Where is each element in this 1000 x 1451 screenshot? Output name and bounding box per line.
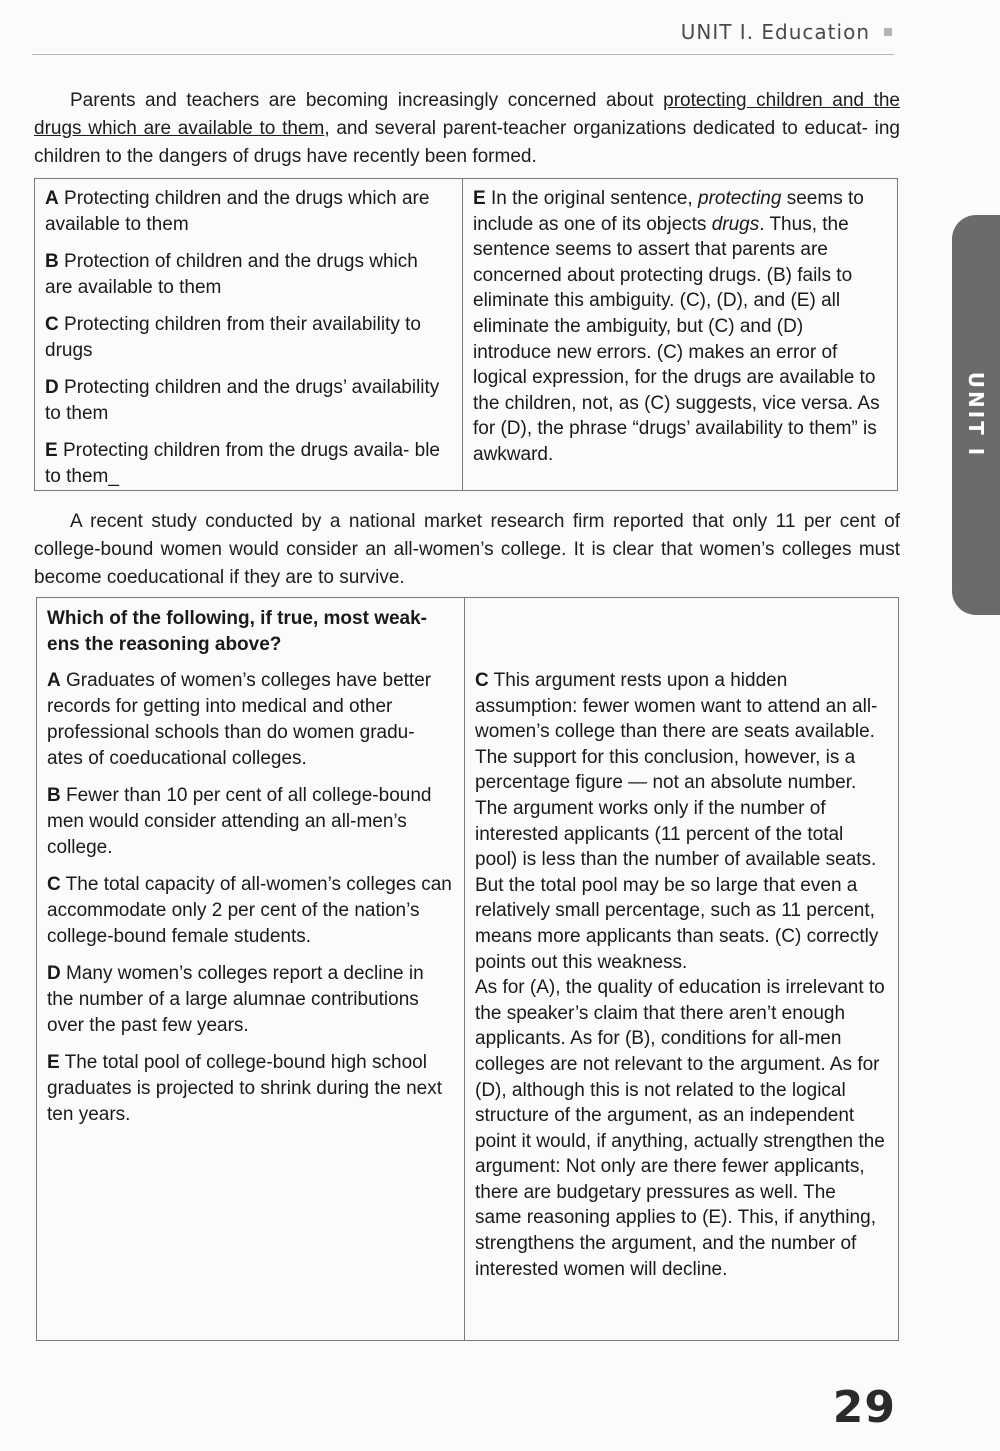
answer-letter: C (475, 670, 489, 691)
underlined-phrase: protecting children and the drugs which are available to them (34, 90, 900, 139)
page-number: 29 (832, 1382, 896, 1433)
option-c: C Protecting children from their availability to drugs (45, 314, 421, 361)
question-2-options (37, 598, 465, 1340)
question-2-box (36, 597, 899, 1341)
option-e: E The total pool of college-bound high school graduates is projected to shrink during the next ten years. (47, 1052, 443, 1125)
header-square-icon (884, 28, 892, 36)
question-2-explanation: C This argument rests upon a hidden assumption: fewer women want to attend an all-women’s college than there are seats available. The support for this conclusion, however, is a percentage figure — not an absolute number. The argument works only if the number of interested applicants (11 percent of the total pool) is less than the number of available seats. But the total pool may be so large that even a relatively small percentage, such as 11 percent, means more applicants than seats. (C) correctly points out this weakness. As for (A), the quality of education is irrelevant to the speaker’s claim that there aren’t enough applicants. As for (B), conditions for all-men colleges are not relevant to the argument. As for (D), although this is not related to the logical structure of the argument, as an independent point it would, if anything, actually strengthen the argument: Not only are there fewer applicants, there are budgetary pressures as well. The same reasoning applies to (E). This, if anything, strengthens the argument, and the number of interested women will decline. (475, 670, 885, 1280)
question-1-explanation: E In the original sentence, protecting seems to include as one of its objects drugs. Thus, the sentence seems to assert that parents are concerned about protecting drugs. (B) fails to eliminate this ambiguity. (C), (D), and (E) all eliminate the ambiguity, but (C) and (D) introduce new errors. (C) makes an error of logical expression, for the drugs are available to the children, not, as (C) suggests, vice versa. As for (D), the phrase “drugs’ availability to them” is awkward. (473, 188, 880, 465)
page-header (32, 18, 894, 55)
unit-side-tab (952, 215, 1000, 615)
question-1-intro: Parents and teachers are becoming increasingly concerned about protecting children and the drugs which are available to them, and several parent-teacher organizations dedicated to educat- ing children to the dangers of drugs have recently been formed. (34, 90, 900, 167)
answer-letter: E (473, 188, 486, 209)
option-a: A Graduates of women’s colleges have better records for getting into medical and other professional schools than do women gradu- ates of coeducational colleges. (47, 670, 432, 769)
option-e: E Protecting children from the drugs availa- ble to them_ (45, 440, 440, 487)
option-b: B Fewer than 10 per cent of all college-bound men would consider attending an all-men’s college. (47, 785, 432, 858)
option-a: A Protecting children and the drugs which are available to them (45, 188, 430, 235)
unit-title: UNIT I. Education (680, 20, 870, 44)
side-tab-label: UNIT I (964, 371, 988, 459)
option-c: C The total capacity of all-women’s colleges can accommodate only 2 per cent of the nation’s college-bound female students. (47, 874, 452, 947)
option-d: D Many women’s colleges report a decline in the number of a large alumnae contributions over the past few years. (47, 963, 424, 1036)
option-d: D Protecting children and the drugs’ availability to them (45, 377, 440, 424)
question-1-box (34, 178, 898, 491)
question-2-prompt: Which of the following, if true, most weak- ens the reasoning above? (47, 608, 427, 655)
question-2-intro: A recent study conducted by a national market research firm reported that only 11 per cent of college-bound women would consider an all-women’s college. It is clear that women’s colleges must become coeducational if they are to survive. (34, 511, 900, 588)
option-b: B Protection of children and the drugs which are available to them (45, 251, 418, 298)
question-1-options (35, 179, 463, 490)
